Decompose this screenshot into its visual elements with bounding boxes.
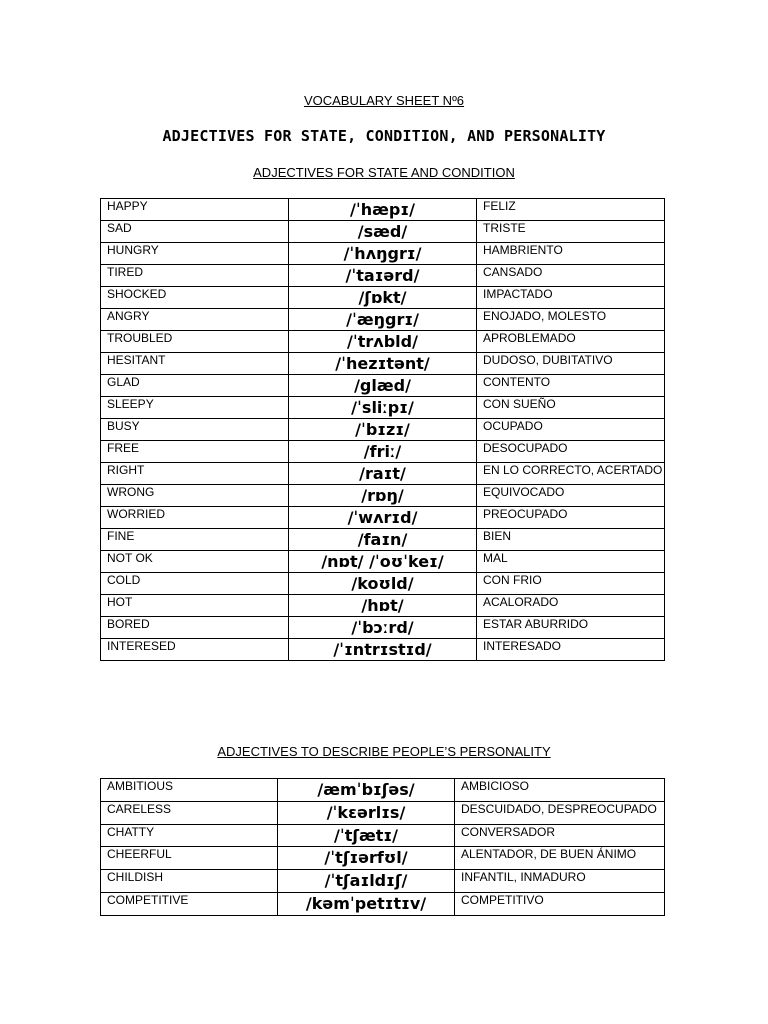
word-cell: TROUBLED — [101, 331, 289, 353]
table-row — [101, 639, 665, 661]
ipa-cell: /friː/ — [289, 441, 477, 463]
ipa-cell: /ˈhʌŋgrɪ/ — [289, 243, 477, 265]
table-row — [101, 824, 665, 847]
ipa-cell: /ˈsliːpɪ/ — [289, 397, 477, 419]
table-row — [101, 243, 665, 265]
table-row — [101, 309, 665, 331]
table-row — [101, 870, 665, 893]
word-cell: CARELESS — [101, 801, 278, 824]
translation-cell: MAL — [477, 551, 665, 573]
table-row — [101, 507, 665, 529]
word-cell: SLEEPY — [101, 397, 289, 419]
personality-section-heading: ADJECTIVES TO DESCRIBE PEOPLE’S PERSONALITY — [217, 744, 551, 759]
word-cell: HUNGRY — [101, 243, 289, 265]
ipa-cell: /sæd/ — [289, 221, 477, 243]
word-cell: HESITANT — [101, 353, 289, 375]
translation-cell: APROBLEMADO — [477, 331, 665, 353]
translation-cell: CONTENTO — [477, 375, 665, 397]
translation-cell: DUDOSO, DUBITATIVO — [477, 353, 665, 375]
ipa-cell: /ˈtʃætɪ/ — [278, 824, 455, 847]
state-section-heading: ADJECTIVES FOR STATE AND CONDITION — [253, 165, 515, 180]
translation-cell: IMPACTADO — [477, 287, 665, 309]
translation-cell: TRISTE — [477, 221, 665, 243]
translation-cell: AMBICIOSO — [455, 779, 665, 802]
translation-cell: PREOCUPADO — [477, 507, 665, 529]
ipa-cell: /raɪt/ — [289, 463, 477, 485]
word-cell: BORED — [101, 617, 289, 639]
sheet-title: VOCABULARY SHEET Nº6 — [303, 93, 465, 108]
ipa-cell: /kəmˈpetɪtɪv/ — [278, 892, 455, 915]
table-row — [101, 331, 665, 353]
ipa-cell: /faɪn/ — [289, 529, 477, 551]
table-row — [101, 595, 665, 617]
word-cell: BUSY — [101, 419, 289, 441]
translation-cell: INTERESADO — [477, 639, 665, 661]
ipa-cell: /ˈhezɪtənt/ — [289, 353, 477, 375]
word-cell: HAPPY — [101, 199, 289, 221]
table-row — [101, 397, 665, 419]
word-cell: ANGRY — [101, 309, 289, 331]
word-cell: GLAD — [101, 375, 289, 397]
word-cell: HOT — [101, 595, 289, 617]
word-cell: COMPETITIVE — [101, 892, 278, 915]
word-cell: CHEERFUL — [101, 847, 278, 870]
ipa-cell: /ˈɪntrɪstɪd/ — [289, 639, 477, 661]
table-row — [101, 617, 665, 639]
table-row — [101, 353, 665, 375]
word-cell: NOT OK — [101, 551, 289, 573]
translation-cell: CONVERSADOR — [455, 824, 665, 847]
word-cell: SAD — [101, 221, 289, 243]
ipa-cell: /ʃɒkt/ — [289, 287, 477, 309]
ipa-cell: /koʊld/ — [289, 573, 477, 595]
word-cell: INTERESED — [101, 639, 289, 661]
translation-cell: CON SUEÑO — [477, 397, 665, 419]
translation-cell: DESOCUPADO — [477, 441, 665, 463]
table-row — [101, 463, 665, 485]
table-row — [101, 221, 665, 243]
ipa-cell: /ˈtrʌbld/ — [289, 331, 477, 353]
table-row — [101, 375, 665, 397]
word-cell: FREE — [101, 441, 289, 463]
table-row — [101, 892, 665, 915]
table-row — [101, 287, 665, 309]
ipa-cell: /rɒŋ/ — [289, 485, 477, 507]
word-cell: TIRED — [101, 265, 289, 287]
translation-cell: OCUPADO — [477, 419, 665, 441]
word-cell: AMBITIOUS — [101, 779, 278, 802]
ipa-cell: /nɒt/ /ˈoʊˈkeɪ/ — [289, 551, 477, 573]
table-row — [101, 847, 665, 870]
translation-cell: ACALORADO — [477, 595, 665, 617]
ipa-cell: /hɒt/ — [289, 595, 477, 617]
word-cell: WORRIED — [101, 507, 289, 529]
translation-cell: HAMBRIENTO — [477, 243, 665, 265]
ipa-cell: /æmˈbɪʃəs/ — [278, 779, 455, 802]
main-heading: ADJECTIVES FOR STATE, CONDITION, AND PERSONALITY — [162, 127, 606, 145]
translation-cell: CANSADO — [477, 265, 665, 287]
ipa-cell: /ˈkɛərlɪs/ — [278, 801, 455, 824]
translation-cell: BIEN — [477, 529, 665, 551]
translation-cell: EQUIVOCADO — [477, 485, 665, 507]
word-cell: RIGHT — [101, 463, 289, 485]
ipa-cell: /ˈtʃɪərfʊl/ — [278, 847, 455, 870]
translation-cell: INFANTIL, INMADURO — [455, 870, 665, 893]
table-row — [101, 199, 665, 221]
translation-cell: EN LO CORRECTO, ACERTADO — [477, 463, 665, 485]
translation-cell: DESCUIDADO, DESPREOCUPADO — [455, 801, 665, 824]
word-cell: CHATTY — [101, 824, 278, 847]
table-row — [101, 265, 665, 287]
ipa-cell: /ˈbɔːrd/ — [289, 617, 477, 639]
ipa-cell: /ˈwʌrɪd/ — [289, 507, 477, 529]
word-cell: CHILDISH — [101, 870, 278, 893]
state-vocabulary-table — [100, 198, 665, 661]
table-row — [101, 779, 665, 802]
word-cell: WRONG — [101, 485, 289, 507]
table-row — [101, 529, 665, 551]
ipa-cell: /ˈæŋgrɪ/ — [289, 309, 477, 331]
ipa-cell: /ˈtʃaɪldɪʃ/ — [278, 870, 455, 893]
ipa-cell: /glæd/ — [289, 375, 477, 397]
table-row — [101, 419, 665, 441]
table-row — [101, 573, 665, 595]
translation-cell: ALENTADOR, DE BUEN ÁNIMO — [455, 847, 665, 870]
translation-cell: ESTAR ABURRIDO — [477, 617, 665, 639]
word-cell: FINE — [101, 529, 289, 551]
ipa-cell: /ˈtaɪərd/ — [289, 265, 477, 287]
personality-vocabulary-table — [100, 778, 665, 916]
table-row — [101, 551, 665, 573]
translation-cell: FELIZ — [477, 199, 665, 221]
translation-cell: CON FRIO — [477, 573, 665, 595]
table-row — [101, 485, 665, 507]
word-cell: SHOCKED — [101, 287, 289, 309]
ipa-cell: /ˈhæpɪ/ — [289, 199, 477, 221]
translation-cell: ENOJADO, MOLESTO — [477, 309, 665, 331]
word-cell: COLD — [101, 573, 289, 595]
table-row — [101, 801, 665, 824]
ipa-cell: /ˈbɪzɪ/ — [289, 419, 477, 441]
translation-cell: COMPETITIVO — [455, 892, 665, 915]
table-row — [101, 441, 665, 463]
